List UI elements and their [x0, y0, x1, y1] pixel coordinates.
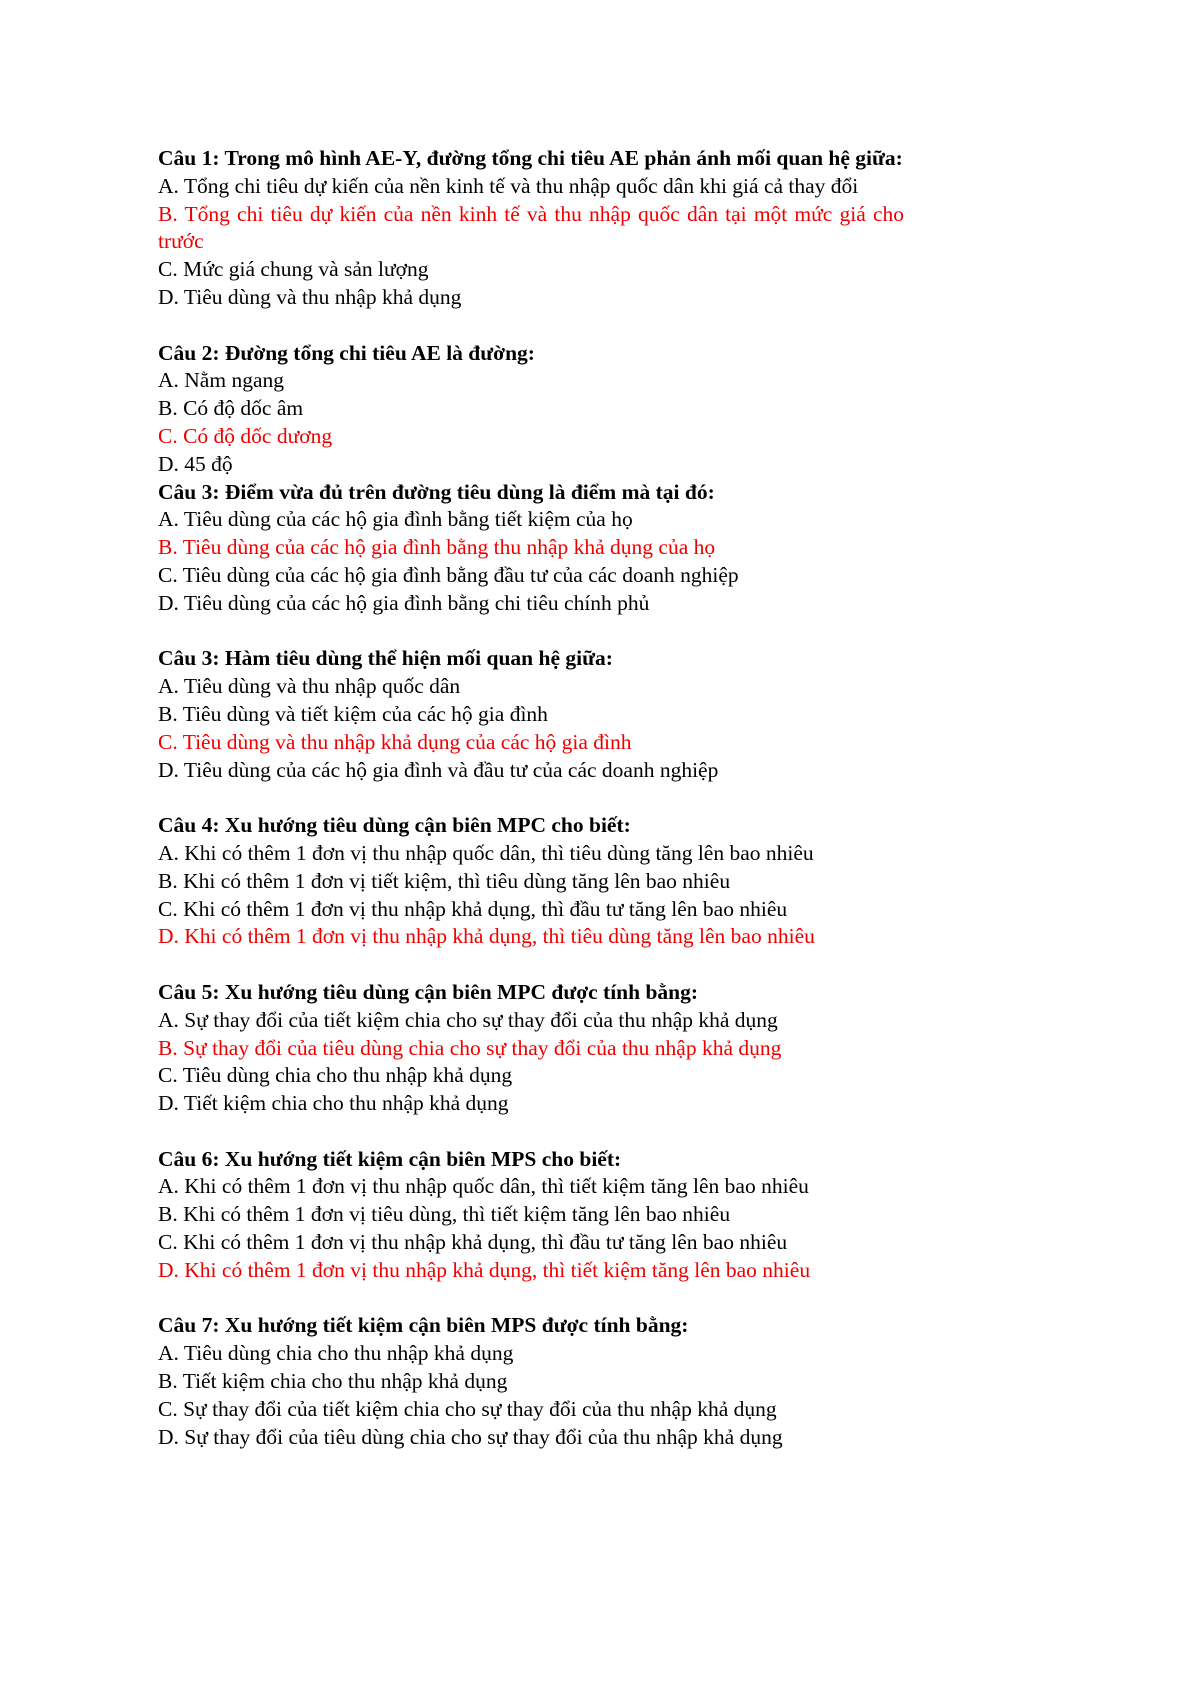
answer-option-c-correct: C. Có độ dốc dương	[158, 423, 333, 448]
answer-option-a: A. Sự thay đổi của tiết kiệm chia cho sự thay đổi của thu nhập khả dụng	[158, 1007, 778, 1032]
question-7	[158, 1312, 904, 1451]
answer-option-c: C. Khi có thêm 1 đơn vị thu nhập khả dụng, thì đầu tư tăng lên bao nhiêu	[158, 1230, 788, 1255]
question-title: Câu 4: Xu hướng tiêu dùng cận biên MPC cho biết:	[158, 813, 631, 838]
question-6	[158, 1146, 904, 1285]
question-4	[158, 812, 904, 951]
question-3b	[158, 645, 904, 784]
answer-option-c: C. Tiêu dùng chia cho thu nhập khả dụng	[158, 1063, 513, 1088]
answer-option-c: C. Tiêu dùng của các hộ gia đình bằng đầu tư của các doanh nghiệp	[158, 562, 739, 587]
answer-option-d: D. Tiết kiệm chia cho thu nhập khả dụng	[158, 1091, 509, 1116]
question-title: Câu 5: Xu hướng tiêu dùng cận biên MPC được tính bằng:	[158, 979, 699, 1004]
answer-option-d: D. Tiêu dùng của các hộ gia đình và đầu tư của các doanh nghiệp	[158, 757, 719, 782]
answer-option-d-correct: D. Khi có thêm 1 đơn vị thu nhập khả dụng, thì tiết kiệm tăng lên bao nhiêu	[158, 1257, 811, 1282]
question-title: Câu 2: Đường tổng chi tiêu AE là đường:	[158, 340, 535, 365]
answer-option-b: B. Khi có thêm 1 đơn vị tiêu dùng, thì tiết kiệm tăng lên bao nhiêu	[158, 1202, 731, 1227]
answer-option-a: A. Tiêu dùng của các hộ gia đình bằng tiết kiệm của họ	[158, 507, 633, 532]
question-title: Câu 7: Xu hướng tiết kiệm cận biên MPS được tính bằng:	[158, 1313, 689, 1338]
answer-option-d-correct: D. Khi có thêm 1 đơn vị thu nhập khả dụng, thì tiêu dùng tăng lên bao nhiêu	[158, 924, 815, 949]
question-5	[158, 979, 904, 1118]
answer-option-b-correct: B. Sự thay đổi của tiêu dùng chia cho sự thay đổi của thu nhập khả dụng	[158, 1035, 782, 1060]
answer-option-d: D. Tiêu dùng và thu nhập khả dụng	[158, 284, 462, 309]
answer-option-a: A. Khi có thêm 1 đơn vị thu nhập quốc dân, thì tiêu dùng tăng lên bao nhiêu	[158, 840, 814, 865]
answer-option-b: B. Có độ dốc âm	[158, 396, 304, 421]
answer-option-d: D. 45 độ	[158, 451, 233, 476]
answer-option-c: C. Khi có thêm 1 đơn vị thu nhập khả dụng, thì đầu tư tăng lên bao nhiêu	[158, 896, 788, 921]
question-title: Câu 6: Xu hướng tiết kiệm cận biên MPS cho biết:	[158, 1146, 622, 1171]
quiz-content	[158, 145, 904, 1451]
answer-option-d: D. Tiêu dùng của các hộ gia đình bằng chi tiêu chính phủ	[158, 590, 650, 615]
question-title: Câu 3: Hàm tiêu dùng thể hiện mối quan hệ giữa:	[158, 646, 613, 671]
answer-option-c: C. Mức giá chung và sản lượng	[158, 257, 429, 282]
question-2	[158, 340, 904, 479]
answer-option-b: B. Tiêu dùng và tiết kiệm của các hộ gia đình	[158, 701, 548, 726]
question-title: Câu 1: Trong mô hình AE-Y, đường tổng chi tiêu AE phản ánh mối quan hệ giữa:	[158, 146, 903, 170]
question-1	[158, 145, 904, 312]
answer-option-b-correct: B. Tổng chi tiêu dự kiến của nền kinh tế và thu nhập quốc dân tại một mức giá cho trước	[158, 201, 904, 254]
question-3	[158, 479, 904, 618]
answer-option-b-correct: B. Tiêu dùng của các hộ gia đình bằng thu nhập khả dụng của họ	[158, 535, 716, 560]
question-title: Câu 3: Điểm vừa đủ trên đường tiêu dùng là điểm mà tại đó:	[158, 479, 715, 504]
answer-option-c: C. Sự thay đổi của tiết kiệm chia cho sự thay đổi của thu nhập khả dụng	[158, 1396, 777, 1421]
answer-option-a: A. Tiêu dùng chia cho thu nhập khả dụng	[158, 1341, 514, 1366]
answer-option-a: A. Tiêu dùng và thu nhập quốc dân	[158, 674, 461, 699]
answer-option-c-correct: C. Tiêu dùng và thu nhập khả dụng của các hộ gia đình	[158, 729, 632, 754]
answer-option-a: A. Nằm ngang	[158, 368, 284, 393]
answer-option-a: A. Tổng chi tiêu dự kiến của nền kinh tế và thu nhập quốc dân khi giá cả thay đổi	[158, 173, 859, 198]
answer-option-b: B. Tiết kiệm chia cho thu nhập khả dụng	[158, 1369, 508, 1394]
answer-option-b: B. Khi có thêm 1 đơn vị tiết kiệm, thì tiêu dùng tăng lên bao nhiêu	[158, 868, 731, 893]
answer-option-a: A. Khi có thêm 1 đơn vị thu nhập quốc dân, thì tiết kiệm tăng lên bao nhiêu	[158, 1174, 809, 1199]
answer-option-d: D. Sự thay đổi của tiêu dùng chia cho sự thay đổi của thu nhập khả dụng	[158, 1424, 783, 1449]
